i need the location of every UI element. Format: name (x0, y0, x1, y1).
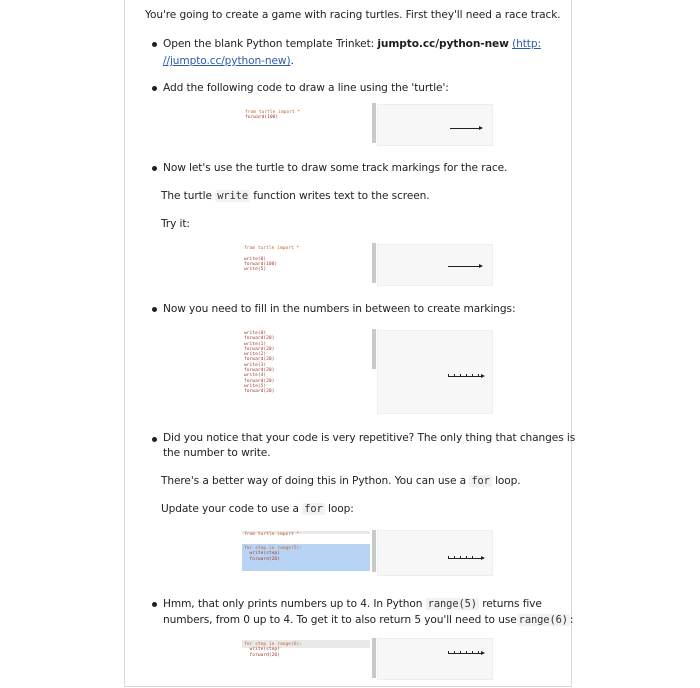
code-line: forward(20) (244, 346, 275, 352)
step1-text-cont: //jumpto.cc/python-new). (163, 55, 294, 67)
editor-scrollbar[interactable] (372, 530, 376, 572)
turtle-track-markings (448, 558, 482, 559)
inline-code: range(5) (427, 598, 477, 610)
bullet (152, 307, 157, 312)
editor-scrollbar[interactable] (372, 638, 376, 678)
code-line: forward(20) (244, 389, 275, 395)
worksheet-page (124, 0, 576, 687)
code-line: forward(20) (244, 378, 275, 384)
step2-text: Add the following code to draw a line using the 'turtle': (163, 82, 449, 94)
step5-line1: Did you notice that your code is very repetitive? The only thing that changes is (163, 432, 576, 444)
trinket-url-link[interactable]: (http: (512, 38, 541, 50)
intro-text: You're going to create a game with racing turtles. First they'll need a race track. (145, 9, 561, 21)
code-line: write(2) (244, 352, 267, 358)
code-editor[interactable]: from turtle import * (244, 532, 300, 537)
turtle-arrow (448, 266, 480, 267)
code-editor[interactable] (244, 331, 274, 395)
code-line: forward(20) (244, 357, 275, 363)
code-line: write(4) (244, 373, 267, 379)
editor-scrollbar[interactable] (372, 329, 376, 369)
step6-line2: numbers, from 0 up to 4. To get it to also return 5 you'll need to use range(6) : (163, 614, 574, 626)
turtle-track-markings (448, 376, 482, 377)
turtle-track-markings (448, 653, 482, 654)
turtle-output (377, 638, 493, 680)
inline-code: for (471, 475, 490, 487)
editor-scrollbar[interactable] (372, 243, 376, 283)
bullet (152, 166, 157, 171)
turtle-output (377, 330, 493, 414)
trinket-link[interactable]: jumpto.cc/python-new (377, 38, 509, 50)
inline-code: write (217, 190, 248, 202)
turtle-output (377, 104, 493, 146)
turtle-output (377, 530, 493, 576)
code-line: write(5) (244, 383, 267, 389)
code-line: write(1) (244, 341, 267, 347)
step1-text: Open the blank Python template Trinket: jumpto.cc/python-new (http: (163, 38, 541, 50)
inline-code: range(6) (518, 614, 568, 626)
write-paragraph: The turtle write function writes text to the screen. (161, 190, 430, 202)
bullet (152, 602, 157, 607)
code-line: forward(20) (244, 368, 275, 374)
code-editor-selection[interactable]: for step in range(5): write(step) forward(20) (244, 546, 303, 562)
step4-text: Now you need to fill in the numbers in between to create markings: (163, 303, 516, 315)
code-editor[interactable]: from turtle import * forward(100) (245, 110, 301, 121)
step3-text: Now let's use the turtle to draw some track markings for the race. (163, 162, 508, 174)
update-paragraph: Update your code to use a for loop: (161, 503, 354, 515)
code-line: forward(20) (244, 336, 275, 342)
inline-code: for (304, 503, 323, 515)
code-editor[interactable]: for step in range(6): write(step) forward(20) (244, 642, 303, 658)
code-editor[interactable]: from turtle import * write(0) forward(100) write(5) (244, 246, 300, 273)
bullet (152, 437, 157, 442)
turtle-output (377, 244, 493, 286)
trinket-url-link-cont[interactable]: //jumpto.cc/python-new) (163, 55, 291, 67)
try-it-label: Try it: (161, 218, 190, 230)
code-line: write(0) (244, 331, 267, 336)
code-line: write(3) (244, 362, 267, 368)
step5-line2: the number to write. (163, 447, 271, 459)
editor-scrollbar[interactable] (372, 103, 376, 143)
bullet (152, 86, 157, 91)
step6-line1: Hmm, that only prints numbers up to 4. In Python range(5) returns five (163, 598, 542, 610)
for-loop-paragraph: There's a better way of doing this in Python. You can use a for loop. (161, 475, 521, 487)
bullet (152, 42, 157, 47)
turtle-arrow (450, 128, 480, 129)
